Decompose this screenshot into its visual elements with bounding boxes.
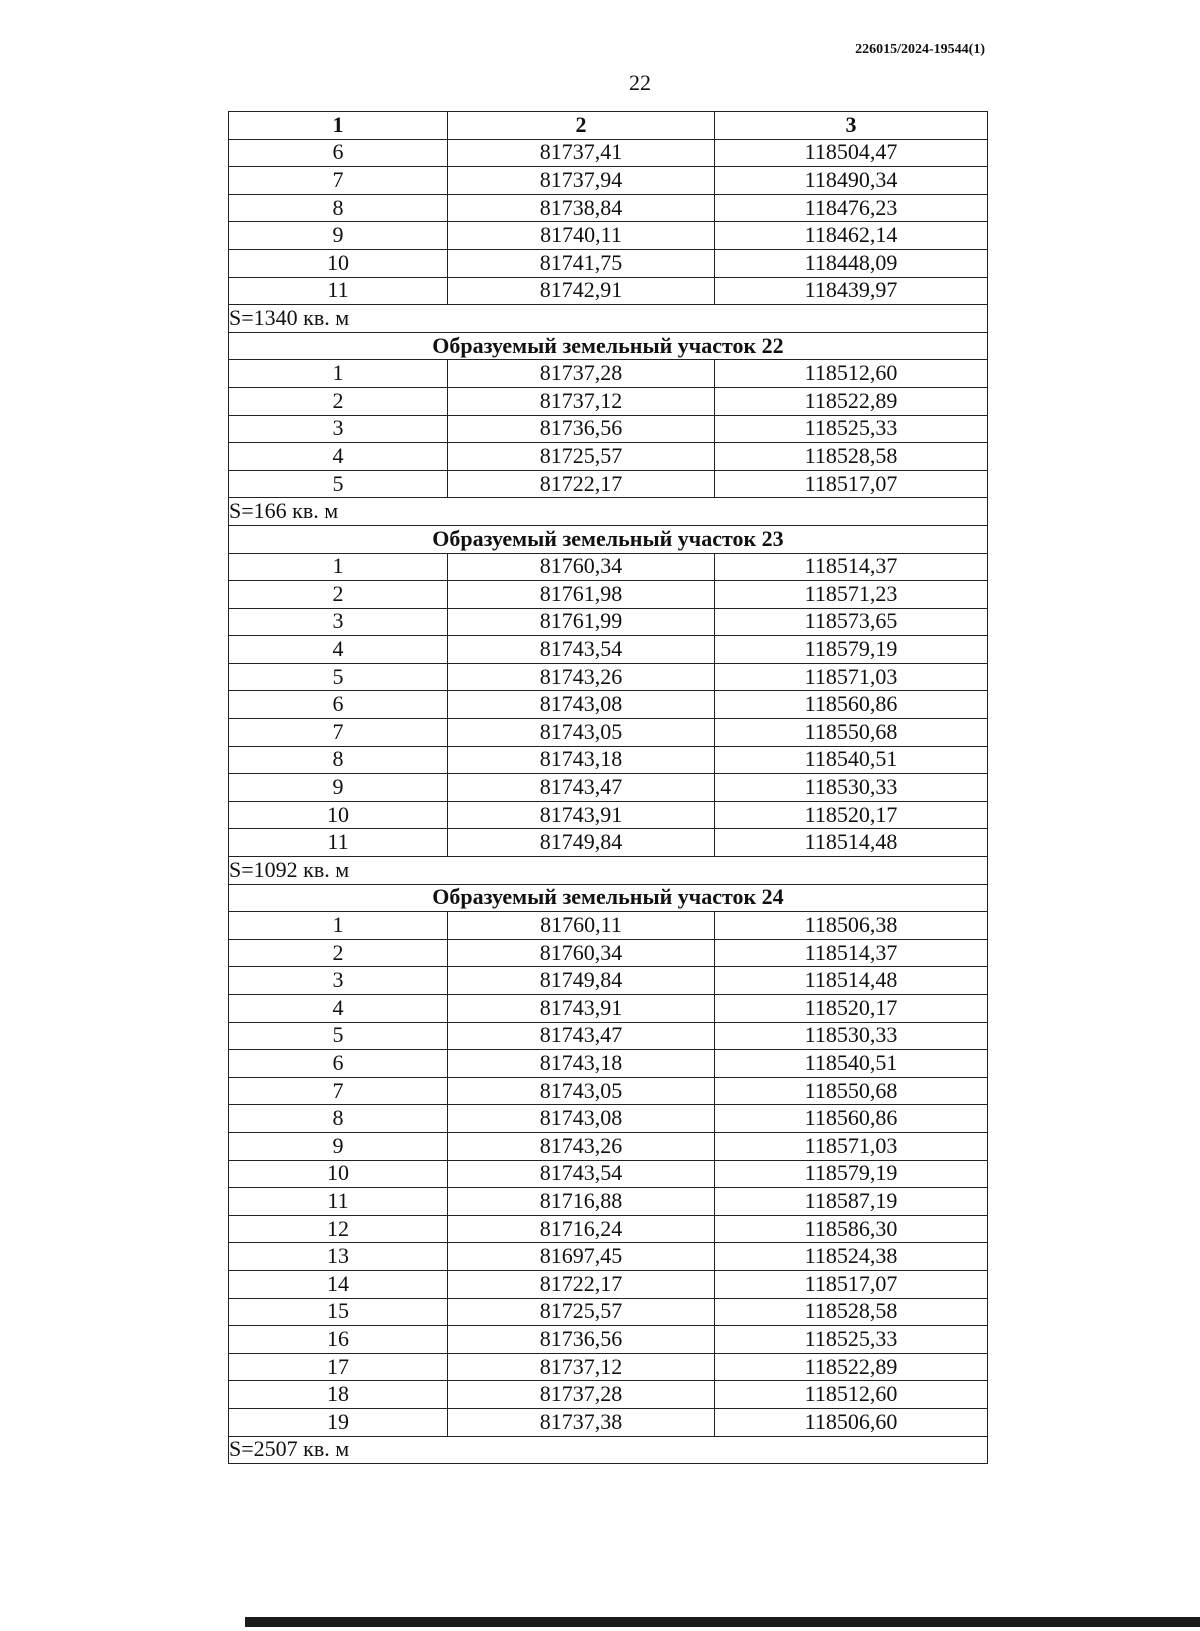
point-number-cell: 13 bbox=[229, 1243, 448, 1271]
y-coordinate-cell: 118520,17 bbox=[715, 801, 988, 829]
column-header-3: 3 bbox=[715, 112, 988, 140]
x-coordinate-cell: 81743,91 bbox=[448, 801, 715, 829]
point-number-cell: 11 bbox=[229, 277, 448, 305]
table-row bbox=[229, 139, 988, 167]
section-heading-row bbox=[229, 884, 988, 912]
point-number-cell: 11 bbox=[229, 1188, 448, 1216]
y-coordinate-cell: 118528,58 bbox=[715, 1298, 988, 1326]
y-coordinate-cell: 118476,23 bbox=[715, 194, 988, 222]
x-coordinate-cell: 81761,98 bbox=[448, 581, 715, 609]
table-row bbox=[229, 939, 988, 967]
table-row bbox=[229, 167, 988, 195]
y-coordinate-cell: 118587,19 bbox=[715, 1188, 988, 1216]
table-row bbox=[229, 1353, 988, 1381]
table-row bbox=[229, 581, 988, 609]
x-coordinate-cell: 81737,94 bbox=[448, 167, 715, 195]
table-row bbox=[229, 1160, 988, 1188]
x-coordinate-cell: 81725,57 bbox=[448, 443, 715, 471]
x-coordinate-cell: 81743,54 bbox=[448, 636, 715, 664]
table-row bbox=[229, 415, 988, 443]
table-row bbox=[229, 995, 988, 1023]
y-coordinate-cell: 118514,48 bbox=[715, 967, 988, 995]
x-coordinate-cell: 81737,41 bbox=[448, 139, 715, 167]
y-coordinate-cell: 118512,60 bbox=[715, 1381, 988, 1409]
x-coordinate-cell: 81736,56 bbox=[448, 415, 715, 443]
y-coordinate-cell: 118514,37 bbox=[715, 553, 988, 581]
y-coordinate-cell: 118579,19 bbox=[715, 636, 988, 664]
y-coordinate-cell: 118514,48 bbox=[715, 829, 988, 857]
x-coordinate-cell: 81743,05 bbox=[448, 1077, 715, 1105]
table-row bbox=[229, 222, 988, 250]
x-coordinate-cell: 81743,18 bbox=[448, 1050, 715, 1078]
table-row bbox=[229, 663, 988, 691]
section-title-cell: Образуемый земельный участок 24 bbox=[229, 884, 988, 912]
table-row bbox=[229, 774, 988, 802]
area-row bbox=[229, 498, 988, 526]
point-number-cell: 2 bbox=[229, 581, 448, 609]
y-coordinate-cell: 118550,68 bbox=[715, 1077, 988, 1105]
point-number-cell: 3 bbox=[229, 608, 448, 636]
y-coordinate-cell: 118506,38 bbox=[715, 912, 988, 940]
point-number-cell: 9 bbox=[229, 774, 448, 802]
x-coordinate-cell: 81743,08 bbox=[448, 691, 715, 719]
point-number-cell: 7 bbox=[229, 1077, 448, 1105]
y-coordinate-cell: 118506,60 bbox=[715, 1408, 988, 1436]
x-coordinate-cell: 81761,99 bbox=[448, 608, 715, 636]
point-number-cell: 7 bbox=[229, 167, 448, 195]
table-row bbox=[229, 1077, 988, 1105]
table-row bbox=[229, 553, 988, 581]
point-number-cell: 4 bbox=[229, 995, 448, 1023]
table-row bbox=[229, 1188, 988, 1216]
x-coordinate-cell: 81742,91 bbox=[448, 277, 715, 305]
y-coordinate-cell: 118525,33 bbox=[715, 415, 988, 443]
x-coordinate-cell: 81740,11 bbox=[448, 222, 715, 250]
area-row bbox=[229, 305, 988, 333]
x-coordinate-cell: 81736,56 bbox=[448, 1326, 715, 1354]
x-coordinate-cell: 81722,17 bbox=[448, 1270, 715, 1298]
section-heading-row bbox=[229, 332, 988, 360]
x-coordinate-cell: 81716,24 bbox=[448, 1215, 715, 1243]
y-coordinate-cell: 118550,68 bbox=[715, 719, 988, 747]
table-row bbox=[229, 746, 988, 774]
table-row bbox=[229, 1326, 988, 1354]
point-number-cell: 7 bbox=[229, 719, 448, 747]
point-number-cell: 12 bbox=[229, 1215, 448, 1243]
x-coordinate-cell: 81743,26 bbox=[448, 1132, 715, 1160]
point-number-cell: 5 bbox=[229, 470, 448, 498]
y-coordinate-cell: 118512,60 bbox=[715, 360, 988, 388]
table-header-row bbox=[229, 112, 988, 140]
y-coordinate-cell: 118439,97 bbox=[715, 277, 988, 305]
y-coordinate-cell: 118571,23 bbox=[715, 581, 988, 609]
point-number-cell: 11 bbox=[229, 829, 448, 857]
area-total-cell: S=1340 кв. м bbox=[229, 305, 988, 333]
point-number-cell: 6 bbox=[229, 691, 448, 719]
y-coordinate-cell: 118525,33 bbox=[715, 1326, 988, 1354]
y-coordinate-cell: 118530,33 bbox=[715, 1022, 988, 1050]
x-coordinate-cell: 81743,91 bbox=[448, 995, 715, 1023]
table-row bbox=[229, 719, 988, 747]
point-number-cell: 18 bbox=[229, 1381, 448, 1409]
x-coordinate-cell: 81741,75 bbox=[448, 249, 715, 277]
area-row bbox=[229, 857, 988, 885]
y-coordinate-cell: 118560,86 bbox=[715, 691, 988, 719]
table-row bbox=[229, 1022, 988, 1050]
table-row bbox=[229, 1215, 988, 1243]
x-coordinate-cell: 81725,57 bbox=[448, 1298, 715, 1326]
table-row bbox=[229, 1050, 988, 1078]
x-coordinate-cell: 81737,38 bbox=[448, 1408, 715, 1436]
point-number-cell: 5 bbox=[229, 663, 448, 691]
point-number-cell: 3 bbox=[229, 415, 448, 443]
table-row bbox=[229, 1105, 988, 1133]
table-row bbox=[229, 829, 988, 857]
table-row bbox=[229, 1381, 988, 1409]
column-header-1: 1 bbox=[229, 112, 448, 140]
x-coordinate-cell: 81743,47 bbox=[448, 1022, 715, 1050]
x-coordinate-cell: 81738,84 bbox=[448, 194, 715, 222]
point-number-cell: 4 bbox=[229, 636, 448, 664]
point-number-cell: 5 bbox=[229, 1022, 448, 1050]
area-total-cell: S=1092 кв. м bbox=[229, 857, 988, 885]
x-coordinate-cell: 81743,26 bbox=[448, 663, 715, 691]
point-number-cell: 19 bbox=[229, 1408, 448, 1436]
x-coordinate-cell: 81697,45 bbox=[448, 1243, 715, 1271]
x-coordinate-cell: 81743,54 bbox=[448, 1160, 715, 1188]
y-coordinate-cell: 118524,38 bbox=[715, 1243, 988, 1271]
x-coordinate-cell: 81760,11 bbox=[448, 912, 715, 940]
table-row bbox=[229, 277, 988, 305]
point-number-cell: 2 bbox=[229, 939, 448, 967]
y-coordinate-cell: 118448,09 bbox=[715, 249, 988, 277]
point-number-cell: 15 bbox=[229, 1298, 448, 1326]
point-number-cell: 8 bbox=[229, 746, 448, 774]
x-coordinate-cell: 81743,47 bbox=[448, 774, 715, 802]
y-coordinate-cell: 118573,65 bbox=[715, 608, 988, 636]
y-coordinate-cell: 118522,89 bbox=[715, 1353, 988, 1381]
x-coordinate-cell: 81749,84 bbox=[448, 829, 715, 857]
x-coordinate-cell: 81749,84 bbox=[448, 967, 715, 995]
y-coordinate-cell: 118579,19 bbox=[715, 1160, 988, 1188]
table-row bbox=[229, 470, 988, 498]
point-number-cell: 4 bbox=[229, 443, 448, 471]
point-number-cell: 8 bbox=[229, 194, 448, 222]
x-coordinate-cell: 81737,12 bbox=[448, 387, 715, 415]
y-coordinate-cell: 118540,51 bbox=[715, 746, 988, 774]
table-row bbox=[229, 194, 988, 222]
x-coordinate-cell: 81716,88 bbox=[448, 1188, 715, 1216]
point-number-cell: 10 bbox=[229, 1160, 448, 1188]
point-number-cell: 6 bbox=[229, 139, 448, 167]
area-row bbox=[229, 1436, 988, 1464]
x-coordinate-cell: 81737,28 bbox=[448, 1381, 715, 1409]
column-header-2: 2 bbox=[448, 112, 715, 140]
table-row bbox=[229, 387, 988, 415]
table-row bbox=[229, 636, 988, 664]
table-row bbox=[229, 1298, 988, 1326]
point-number-cell: 6 bbox=[229, 1050, 448, 1078]
section-title-cell: Образуемый земельный участок 23 bbox=[229, 525, 988, 553]
point-number-cell: 1 bbox=[229, 553, 448, 581]
x-coordinate-cell: 81760,34 bbox=[448, 553, 715, 581]
y-coordinate-cell: 118571,03 bbox=[715, 663, 988, 691]
coordinates-table bbox=[228, 111, 988, 1464]
table-row bbox=[229, 1132, 988, 1160]
y-coordinate-cell: 118517,07 bbox=[715, 1270, 988, 1298]
point-number-cell: 3 bbox=[229, 967, 448, 995]
point-number-cell: 1 bbox=[229, 912, 448, 940]
x-coordinate-cell: 81760,34 bbox=[448, 939, 715, 967]
table-row bbox=[229, 691, 988, 719]
y-coordinate-cell: 118520,17 bbox=[715, 995, 988, 1023]
point-number-cell: 9 bbox=[229, 222, 448, 250]
point-number-cell: 2 bbox=[229, 387, 448, 415]
y-coordinate-cell: 118462,14 bbox=[715, 222, 988, 250]
point-number-cell: 14 bbox=[229, 1270, 448, 1298]
point-number-cell: 8 bbox=[229, 1105, 448, 1133]
y-coordinate-cell: 118490,34 bbox=[715, 167, 988, 195]
y-coordinate-cell: 118571,03 bbox=[715, 1132, 988, 1160]
table-row bbox=[229, 360, 988, 388]
y-coordinate-cell: 118504,47 bbox=[715, 139, 988, 167]
table-row bbox=[229, 1243, 988, 1271]
point-number-cell: 16 bbox=[229, 1326, 448, 1354]
page-number: 22 bbox=[629, 70, 651, 95]
x-coordinate-cell: 81737,28 bbox=[448, 360, 715, 388]
coordinates-table-body bbox=[229, 112, 988, 1464]
area-total-cell: S=2507 кв. м bbox=[229, 1436, 988, 1464]
x-coordinate-cell: 81743,05 bbox=[448, 719, 715, 747]
y-coordinate-cell: 118530,33 bbox=[715, 774, 988, 802]
point-number-cell: 17 bbox=[229, 1353, 448, 1381]
point-number-cell: 10 bbox=[229, 801, 448, 829]
table-row bbox=[229, 801, 988, 829]
area-total-cell: S=166 кв. м bbox=[229, 498, 988, 526]
table-row bbox=[229, 912, 988, 940]
table-row bbox=[229, 967, 988, 995]
y-coordinate-cell: 118514,37 bbox=[715, 939, 988, 967]
table-row bbox=[229, 249, 988, 277]
table-row bbox=[229, 1408, 988, 1436]
point-number-cell: 1 bbox=[229, 360, 448, 388]
document-number: 226015/2024-19544(1) bbox=[855, 42, 985, 57]
x-coordinate-cell: 81743,08 bbox=[448, 1105, 715, 1133]
point-number-cell: 10 bbox=[229, 249, 448, 277]
y-coordinate-cell: 118586,30 bbox=[715, 1215, 988, 1243]
x-coordinate-cell: 81743,18 bbox=[448, 746, 715, 774]
x-coordinate-cell: 81722,17 bbox=[448, 470, 715, 498]
y-coordinate-cell: 118528,58 bbox=[715, 443, 988, 471]
y-coordinate-cell: 118560,86 bbox=[715, 1105, 988, 1133]
y-coordinate-cell: 118517,07 bbox=[715, 470, 988, 498]
table-row bbox=[229, 608, 988, 636]
y-coordinate-cell: 118522,89 bbox=[715, 387, 988, 415]
table-row bbox=[229, 443, 988, 471]
table-row bbox=[229, 1270, 988, 1298]
scan-bottom-edge bbox=[245, 1617, 1200, 1627]
point-number-cell: 9 bbox=[229, 1132, 448, 1160]
y-coordinate-cell: 118540,51 bbox=[715, 1050, 988, 1078]
section-title-cell: Образуемый земельный участок 22 bbox=[229, 332, 988, 360]
x-coordinate-cell: 81737,12 bbox=[448, 1353, 715, 1381]
section-heading-row bbox=[229, 525, 988, 553]
